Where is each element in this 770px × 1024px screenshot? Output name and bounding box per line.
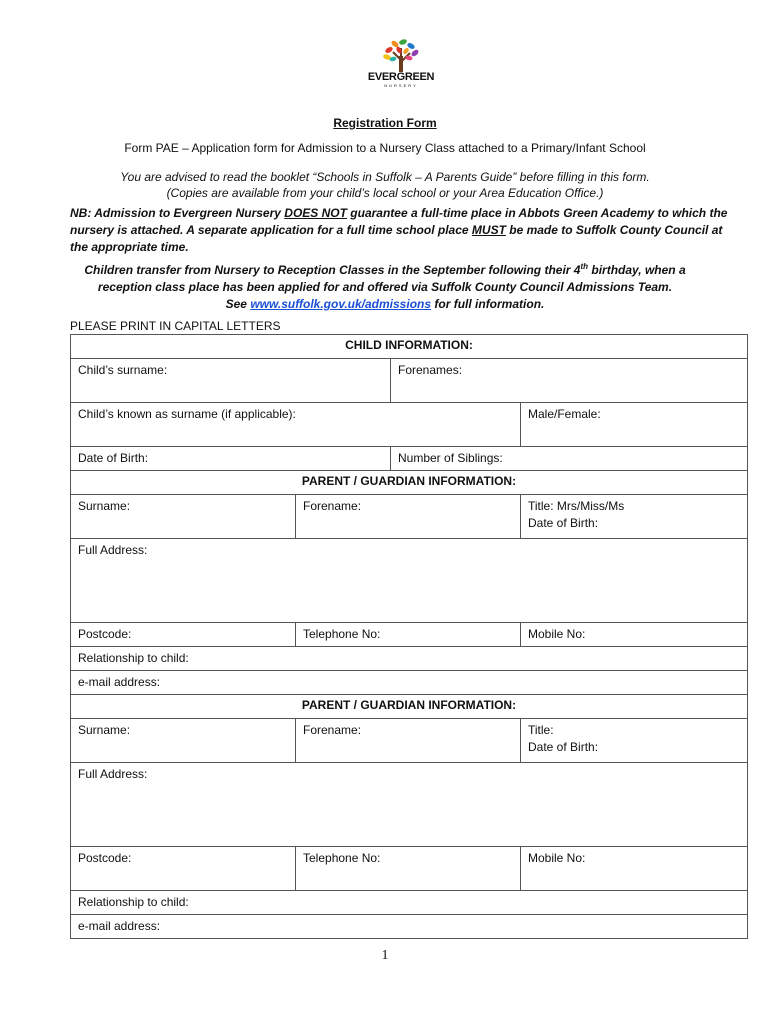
parent2-postcode-field[interactable]: Postcode:	[71, 847, 296, 891]
parent2-title-field[interactable]	[521, 719, 748, 763]
parent2-relationship-field[interactable]: Relationship to child:	[71, 891, 748, 915]
child-known-as-field[interactable]: Child’s known as surname (if applicable):	[71, 403, 521, 447]
transfer-line-1	[0, 258, 770, 279]
form-description: Form PAE – Application form for Admission to a Nursery Class attached to a Primary/Infant School	[124, 141, 646, 155]
child-forenames-field[interactable]: Forenames:	[391, 359, 748, 403]
page-title: Registration Form	[333, 116, 437, 130]
transfer-text-1b: birthday, when a	[588, 263, 686, 277]
advice-text	[0, 169, 770, 201]
admissions-link[interactable]: www.suffolk.gov.uk/admissions	[250, 297, 432, 311]
nb-notice	[70, 205, 736, 256]
child-surname-field[interactable]: Child’s surname:	[71, 359, 391, 403]
child-info-heading: CHILD INFORMATION:	[71, 335, 748, 359]
see-after-text: for full information.	[431, 297, 545, 311]
nb-does-not: DOES NOT	[284, 206, 347, 220]
parent1-title-label: Title: Mrs/Miss/Ms	[528, 499, 625, 513]
parent1-title-field[interactable]	[521, 495, 748, 539]
parent2-title-label: Title:	[528, 723, 554, 737]
print-instruction: PLEASE PRINT IN CAPITAL LETTERS	[70, 319, 281, 333]
nb-must: MUST	[471, 223, 506, 237]
see-text: See	[225, 297, 251, 311]
parent2-forename-field[interactable]: Forename:	[296, 719, 521, 763]
transfer-line-2: reception class place has been applied for and offered via Suffolk County Council Admissions Team.	[97, 280, 673, 294]
nb-text-3: be made to Suffolk County Council at the appropriate time.	[70, 223, 723, 254]
evergreen-logo	[366, 38, 436, 94]
parent1-telephone-field[interactable]: Telephone No:	[296, 623, 521, 647]
advice-line-1: You are advised to read the booklet “Schools in Suffolk – A Parents Guide” before filling in this form.	[120, 170, 650, 184]
registration-table	[70, 334, 748, 939]
parent1-email-field[interactable]: e-mail address:	[71, 671, 748, 695]
parent1-surname-field[interactable]: Surname:	[71, 495, 296, 539]
child-gender-field[interactable]: Male/Female:	[521, 403, 748, 447]
parent2-mobile-field[interactable]: Mobile No:	[521, 847, 748, 891]
nb-text-1: NB: Admission to Evergreen Nursery	[70, 206, 285, 220]
parent1-postcode-field[interactable]: Postcode:	[71, 623, 296, 647]
parent2-surname-field[interactable]: Surname:	[71, 719, 296, 763]
transfer-notice	[0, 258, 770, 313]
page-number: 1	[381, 948, 389, 963]
parent2-email-field[interactable]: e-mail address:	[71, 915, 748, 939]
parent1-mobile-field[interactable]: Mobile No:	[521, 623, 748, 647]
parent1-address-field[interactable]: Full Address:	[71, 539, 748, 623]
logo-brand: EVERGREEN	[367, 71, 435, 83]
transfer-line-3	[0, 296, 770, 313]
siblings-field[interactable]: Number of Siblings:	[391, 447, 748, 471]
transfer-sup: th	[580, 262, 589, 271]
parent1-heading: PARENT / GUARDIAN INFORMATION:	[71, 471, 748, 495]
parent1-forename-field[interactable]: Forename:	[296, 495, 521, 539]
parent1-relationship-field[interactable]: Relationship to child:	[71, 647, 748, 671]
parent1-dob-label: Date of Birth:	[528, 516, 599, 530]
logo-subtitle: NURSERY	[384, 83, 418, 88]
parent2-heading: PARENT / GUARDIAN INFORMATION:	[71, 695, 748, 719]
parent2-address-field[interactable]: Full Address:	[71, 763, 748, 847]
parent2-telephone-field[interactable]: Telephone No:	[296, 847, 521, 891]
nb-text-2: guarantee a full-time place in Abbots Green Academy to which the nursery is attached. A separate application for a full time school place	[70, 206, 728, 237]
child-dob-field[interactable]: Date of Birth:	[71, 447, 391, 471]
tree-icon	[379, 38, 423, 72]
parent2-dob-label: Date of Birth:	[528, 740, 599, 754]
transfer-text-1a: Children transfer from Nursery to Reception Classes in the September following their 4	[84, 263, 581, 277]
advice-line-2: (Copies are available from your child’s local school or your Area Education Office.)	[166, 186, 604, 200]
